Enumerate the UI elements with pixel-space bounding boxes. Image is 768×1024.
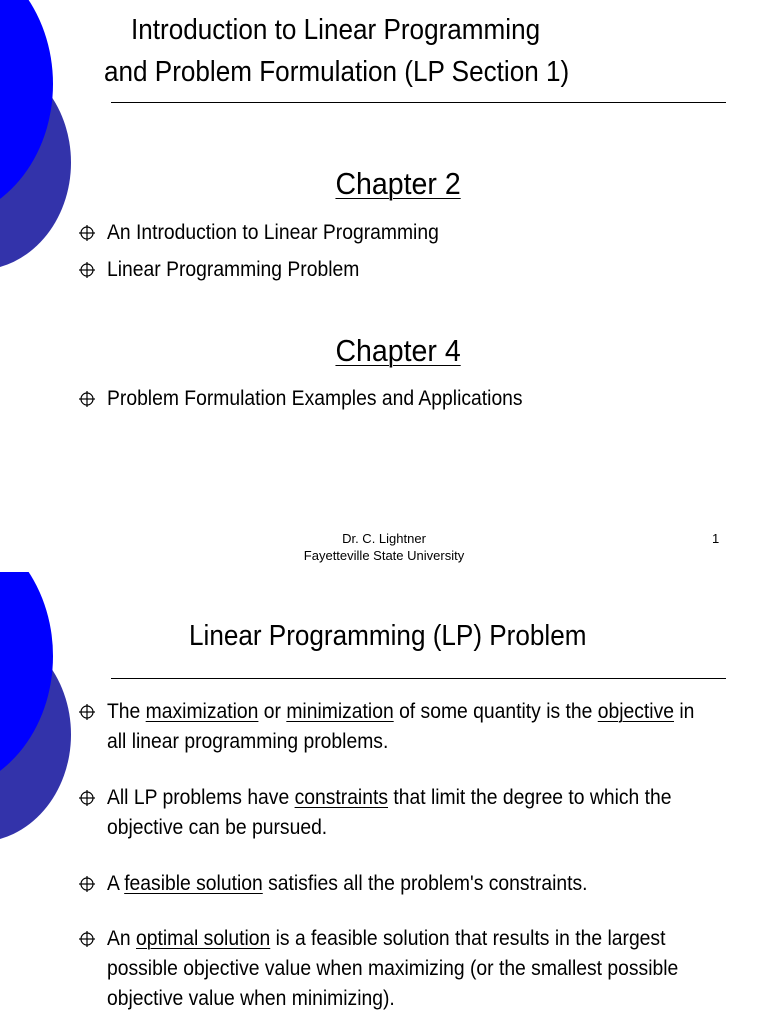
- list-item: [78, 924, 758, 1014]
- list-item-text: [107, 783, 706, 843]
- underlined-term: minimization: [286, 700, 394, 723]
- page-number: 1: [712, 531, 720, 546]
- crosshair-bullet-icon: [78, 703, 96, 721]
- underlined-term: feasible solution: [124, 872, 263, 895]
- crosshair-bullet-icon: [78, 390, 96, 408]
- slide-1-title-line-1: Introduction to Linear Programming: [131, 14, 541, 46]
- slide-footer: [264, 530, 504, 564]
- text-run: The: [107, 700, 146, 723]
- chapter-2-heading: Chapter 2: [335, 166, 461, 201]
- crosshair-bullet-icon: [78, 875, 96, 893]
- list-item-text: [107, 924, 706, 1014]
- list-item: [78, 255, 381, 285]
- slide-2-title: Linear Programming (LP) Problem: [189, 620, 587, 652]
- list-item: [78, 697, 758, 757]
- list-item: [78, 783, 758, 843]
- crosshair-bullet-icon: [78, 789, 96, 807]
- crosshair-bullet-icon: [78, 930, 96, 948]
- list-item: [78, 384, 559, 414]
- text-run: or: [258, 700, 287, 723]
- text-run: A: [107, 872, 125, 895]
- underlined-term: maximization: [145, 700, 259, 723]
- crosshair-bullet-icon: [78, 261, 96, 279]
- text-run: of some quantity is the: [393, 700, 598, 723]
- chapter-4-heading: Chapter 4: [335, 333, 461, 368]
- list-item-text: Problem Formulation Examples and Applications: [107, 387, 523, 410]
- list-item-text: [107, 697, 706, 757]
- title-divider: [111, 102, 726, 103]
- footer-author: Dr. C. Lightner: [342, 531, 426, 546]
- title-divider: [111, 678, 726, 679]
- list-item-text: [107, 869, 706, 899]
- text-run: An: [107, 927, 137, 950]
- text-run: in all linear programming problems.: [107, 700, 695, 753]
- footer-institution: Fayetteville State University: [303, 548, 465, 563]
- underlined-term: optimal solution: [136, 927, 271, 950]
- underlined-term: constraints: [294, 786, 389, 809]
- list-item-text: Linear Programming Problem: [107, 258, 360, 281]
- underlined-term: objective: [597, 700, 675, 723]
- text-run: All LP problems have: [107, 786, 295, 809]
- list-item-text: An Introduction to Linear Programming: [107, 221, 439, 244]
- text-run: satisfies all the problem's constraints.: [262, 872, 588, 895]
- list-item: [78, 869, 758, 899]
- text-run: that limit the degree to which the objective can be pursued.: [107, 786, 672, 839]
- text-run: is a feasible solution that results in the largest possible objective value when maximizing (or the smallest possible objective value when minimizing).: [107, 927, 679, 1010]
- crosshair-bullet-icon: [78, 224, 96, 242]
- list-item: [78, 218, 468, 248]
- slide-1-title-line-2: and Problem Formulation (LP Section 1): [104, 56, 570, 88]
